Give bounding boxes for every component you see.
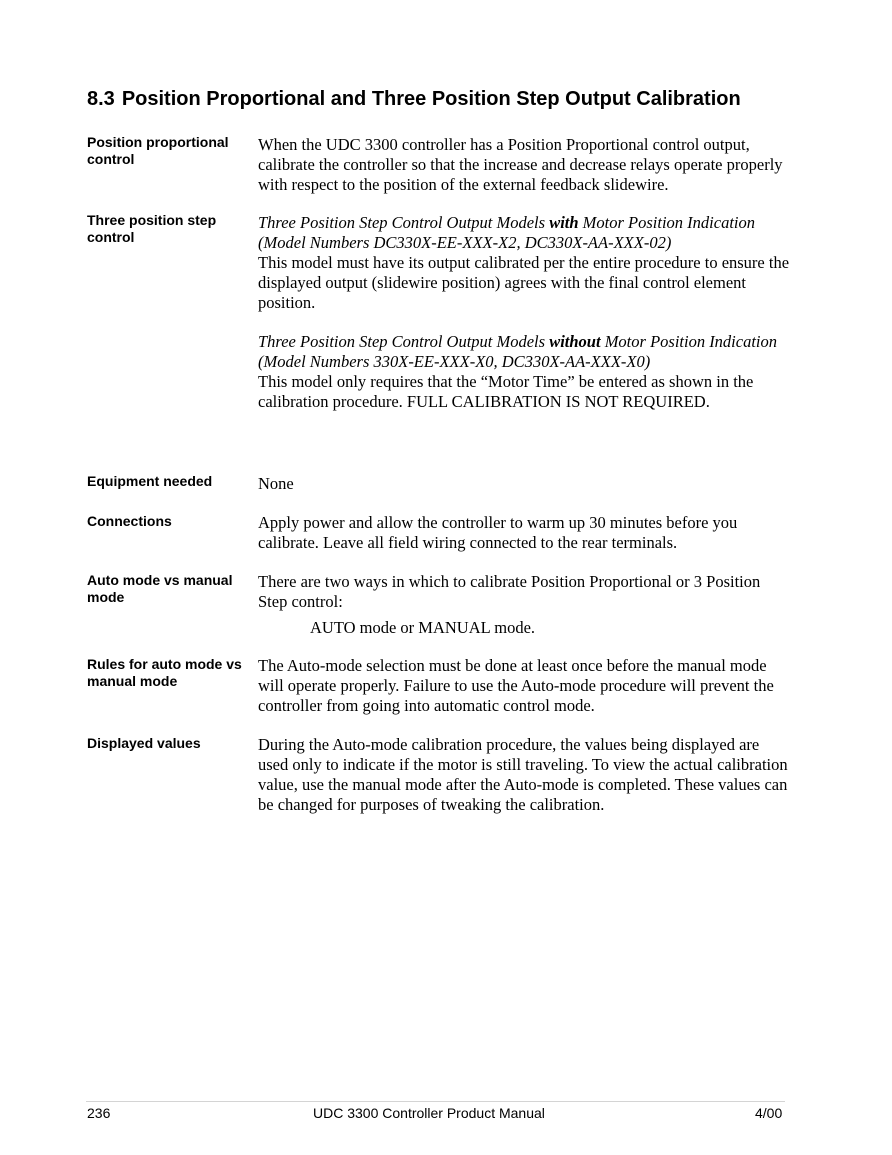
side-label: Three position step control (87, 212, 217, 245)
side-label: Auto mode vs manual mode (87, 572, 233, 605)
page-number: 236 (87, 1105, 111, 1121)
model-numbers: (Model Numbers 330X-EE-XXX-X0, DC330X-AA-XXX-X0) (258, 352, 651, 371)
paragraph: The Auto-mode selection must be done at least once before the manual mode will operate properly. Failure to use the Auto-mode procedure will prevent the controller from going into automatic control mode. (258, 656, 774, 715)
section-body (258, 135, 792, 195)
section-body (258, 513, 792, 553)
section-heading (87, 86, 741, 112)
section-number: 8.3 (87, 88, 115, 110)
section-body (258, 474, 792, 494)
paragraph: When the UDC 3300 controller has a Position Proportional control output, calibrate the controller so that the increase and decrease relays operate properly with respect to the position of the external feedback slidewire. (258, 135, 783, 194)
heading-text: Three Position Step Control Output Models (258, 213, 550, 232)
section-body (258, 213, 792, 412)
paragraph: This model must have its output calibrated per the entire procedure to ensure the displayed output (slidewire position) agrees with the final control element position. (258, 253, 790, 312)
models-with-heading (258, 213, 792, 233)
side-label: Equipment needed (87, 473, 213, 489)
heading-text: Motor Position Indication (600, 332, 778, 351)
side-label: Connections (87, 513, 172, 529)
heading-text: Motor Position Indication (578, 213, 755, 232)
revision-date: 4/00 (755, 1105, 783, 1121)
section-body (258, 735, 792, 815)
section-body (258, 572, 792, 638)
heading-emphasis: with (549, 213, 579, 232)
models-without-heading (258, 332, 792, 352)
paragraph: This model only requires that the “Motor Time” be entered as shown in the calibration procedure. FULL CALIBRATION IS NOT REQUIRED. (258, 372, 754, 411)
paragraph: None (258, 474, 294, 493)
paragraph: During the Auto-mode calibration procedure, the values being displayed are used only to indicate if the motor is still traveling. To view the actual calibration value, use the manual mode after the Auto-mode is completed. These values can be changed for purposes of tweaking the calibration. (258, 735, 788, 814)
side-label: Position proportional control (87, 134, 229, 167)
manual-title: UDC 3300 Controller Product Manual (313, 1105, 545, 1121)
side-label: Rules for auto mode vs manual mode (87, 656, 242, 689)
heading-text: Three Position Step Control Output Models (258, 332, 550, 351)
paragraph: There are two ways in which to calibrate Position Proportional or 3 Position Step control: (258, 572, 761, 611)
side-label: Displayed values (87, 735, 201, 751)
heading-emphasis: without (549, 332, 601, 351)
paragraph: Apply power and allow the controller to warm up 30 minutes before you calibrate. Leave all field wiring connected to the rear terminals. (258, 513, 738, 552)
calibration-modes: AUTO mode or MANUAL mode. (310, 618, 536, 637)
model-numbers: (Model Numbers DC330X-EE-XXX-X2, DC330X-AA-XXX-02) (258, 233, 672, 252)
footer-divider (86, 1101, 785, 1102)
section-body (258, 656, 792, 716)
section-title: Position Proportional and Three Position Step Output Calibration (121, 88, 741, 110)
